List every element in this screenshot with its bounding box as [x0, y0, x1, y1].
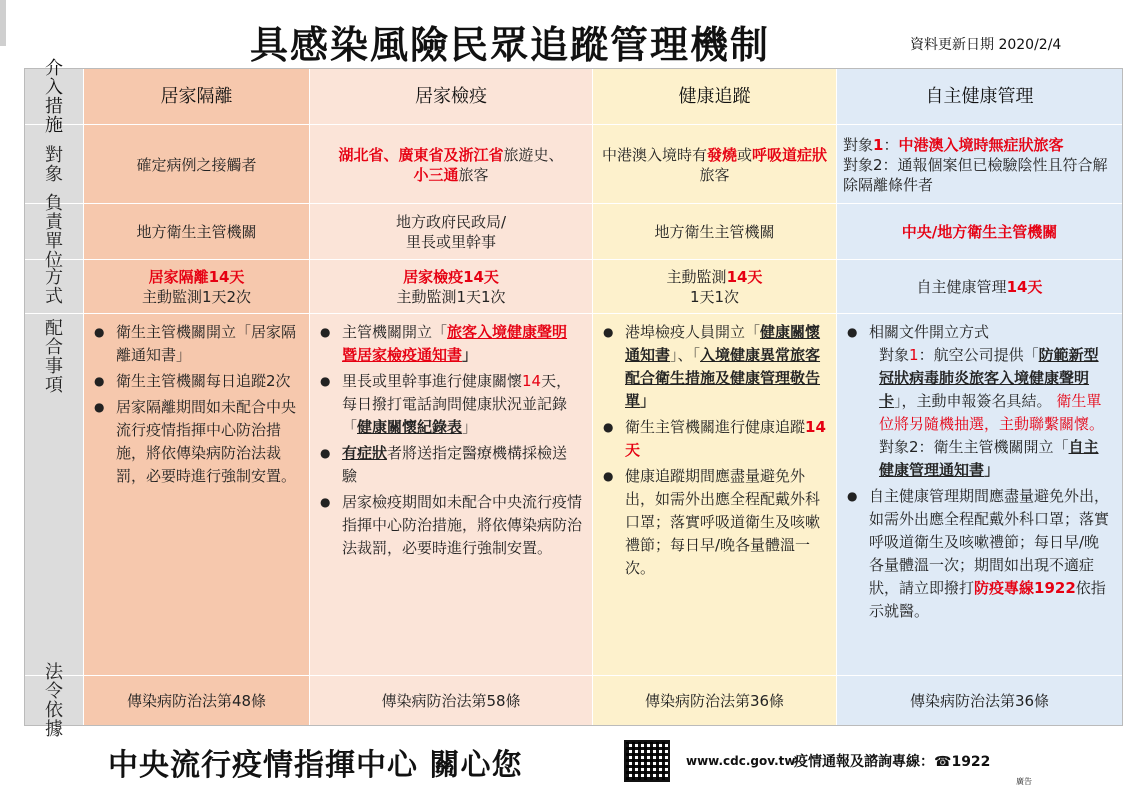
hotline: 疫情通報及諮詢專線：☎1922 [794, 754, 991, 770]
method-frequency: 主動監測1天1次 [396, 288, 506, 306]
list-item: ● 居家檢疫期間如未配合中央流行疫情指揮中心防治措施，將依傳染病防治法裁罰，必要時進行強制安置。 [320, 491, 582, 560]
list-item: ● 主管機關開立「旅客入境健康聲明暨居家檢疫通知書」 [320, 321, 582, 367]
column-home-isolation [84, 69, 309, 725]
row-header-measure: 介入措施 [25, 69, 83, 125]
unit-cell: 地方政府民政局/ 里長或里幹事 [310, 205, 592, 260]
method-cell [310, 261, 592, 314]
qr-code-icon[interactable] [624, 740, 670, 782]
unit-cell: 中央/地方衛生主管機關 [837, 205, 1122, 260]
page-title: 具感染風險民眾追蹤管理機制 [250, 23, 771, 67]
method-duration: 居家隔離14天 [148, 268, 245, 286]
target-cell: 中港澳入境時有發燒或呼吸道症狀旅客 [593, 126, 836, 204]
row-header-target: 對象 [25, 126, 83, 204]
row-header-items: 配合事項 [25, 315, 83, 676]
ad-label: 廣告 [1016, 777, 1032, 786]
law-cell: 傳染病防治法第36條 [644, 692, 785, 710]
measures-table [24, 57, 1123, 740]
row-header-method: 方式 [25, 261, 83, 314]
list-item: ● 居家隔離期間如未配合中央流行疫情指揮中心防治措施，將依傳染病防治法裁罰，必要時進行強制安置。 [94, 396, 299, 488]
items-cell [310, 315, 592, 676]
column-home-quarantine [310, 69, 592, 725]
law-cell: 傳染病防治法第36條 [909, 692, 1050, 710]
items-cell [837, 315, 1122, 676]
list-item: ● 衛生主管機關開立「居家隔離通知書」 [94, 321, 299, 367]
update-date: 資料更新日期 2020/2/4 [910, 37, 1062, 53]
list-item: ● 健康追蹤期間應盡量避免外出，如需外出應全程配戴外科口罩；落實呼吸道衛生及咳嗽禮節；每日早/晚各量體溫一次。 [603, 465, 826, 580]
list-item: ● 衛生主管機關每日追蹤2次 [94, 370, 299, 393]
list-item: ● 衛生主管機關進行健康追蹤14天 [603, 416, 826, 462]
window-edge [0, 0, 6, 46]
law-cell: 傳染病防治法第58條 [381, 692, 521, 710]
unit-cell: 地方衛生主管機關 [84, 205, 309, 260]
items-cell [593, 315, 836, 676]
column-title: 健康追蹤 [593, 69, 836, 125]
unit-cell: 地方衛生主管機關 [593, 205, 836, 260]
row-header-law: 法令依據 [45, 662, 63, 740]
method-duration: 居家檢疫14天 [403, 268, 499, 286]
list-item: ● 相關文件開立方式 對象1：航空公司提供「防範新型冠狀病毒肺炎旅客入境健康聲明卡」，主動申報簽名具結。 衛生單位將另隨機抽選，主動聯繫關懷。 對象2：衛生主管機關開立「自主健康管理通知書」 [847, 321, 1112, 482]
list-item: ● 港埠檢疫人員開立「健康關懷通知書」、「入境健康異常旅客配合衛生措施及健康管理敬告單」 [603, 321, 826, 413]
column-title: 自主健康管理 [837, 69, 1122, 125]
target-cell: 確定病例之接觸者 [84, 126, 309, 204]
list-item: ● 里長或里幹事進行健康關懷14天，每日撥打電話詢問健康狀況並記錄「健康關懷紀錄表」 [320, 370, 582, 439]
method-frequency: 主動監測1天2次 [141, 288, 252, 306]
method-cell [84, 261, 309, 314]
list-item: ● 有症狀者將送指定醫療機構採檢送驗 [320, 442, 582, 488]
method-cell: 自主健康管理14天 [837, 261, 1122, 314]
phone-icon: ☎ [934, 754, 952, 770]
target-cell: 湖北省、廣東省及浙江省旅遊史、 小三通旅客 [310, 126, 592, 204]
column-self-health-management [837, 69, 1122, 725]
column-title: 居家隔離 [84, 69, 309, 125]
column-health-tracking [593, 69, 836, 725]
items-cell [84, 315, 309, 676]
column-title: 居家檢疫 [310, 69, 592, 125]
target-cell: 對象1：中港澳入境時無症狀旅客 對象2：通報個案但已檢驗陰性且符合解除隔離條件者 [837, 126, 1122, 204]
method-cell: 主動監測14天 1天1次 [593, 261, 836, 314]
website-link[interactable]: www.cdc.gov.tw [686, 754, 796, 768]
row-header-unit: 負責單位 [25, 205, 83, 260]
law-cell: 傳染病防治法第48條 [126, 692, 267, 710]
footer-org: 中央流行疫情指揮中心 關心您 [108, 748, 523, 783]
row-header-column [25, 57, 83, 740]
hotline-number[interactable]: 1922 [951, 754, 991, 770]
list-item: ● 自主健康管理期間應盡量避免外出，如需外出應全程配戴外科口罩；落實呼吸道衛生及咳嗽禮節；每日早/晚各量體溫一次；期間如出現不適症狀，請立即撥打防疫專線1922依指示就醫。 [847, 485, 1112, 623]
